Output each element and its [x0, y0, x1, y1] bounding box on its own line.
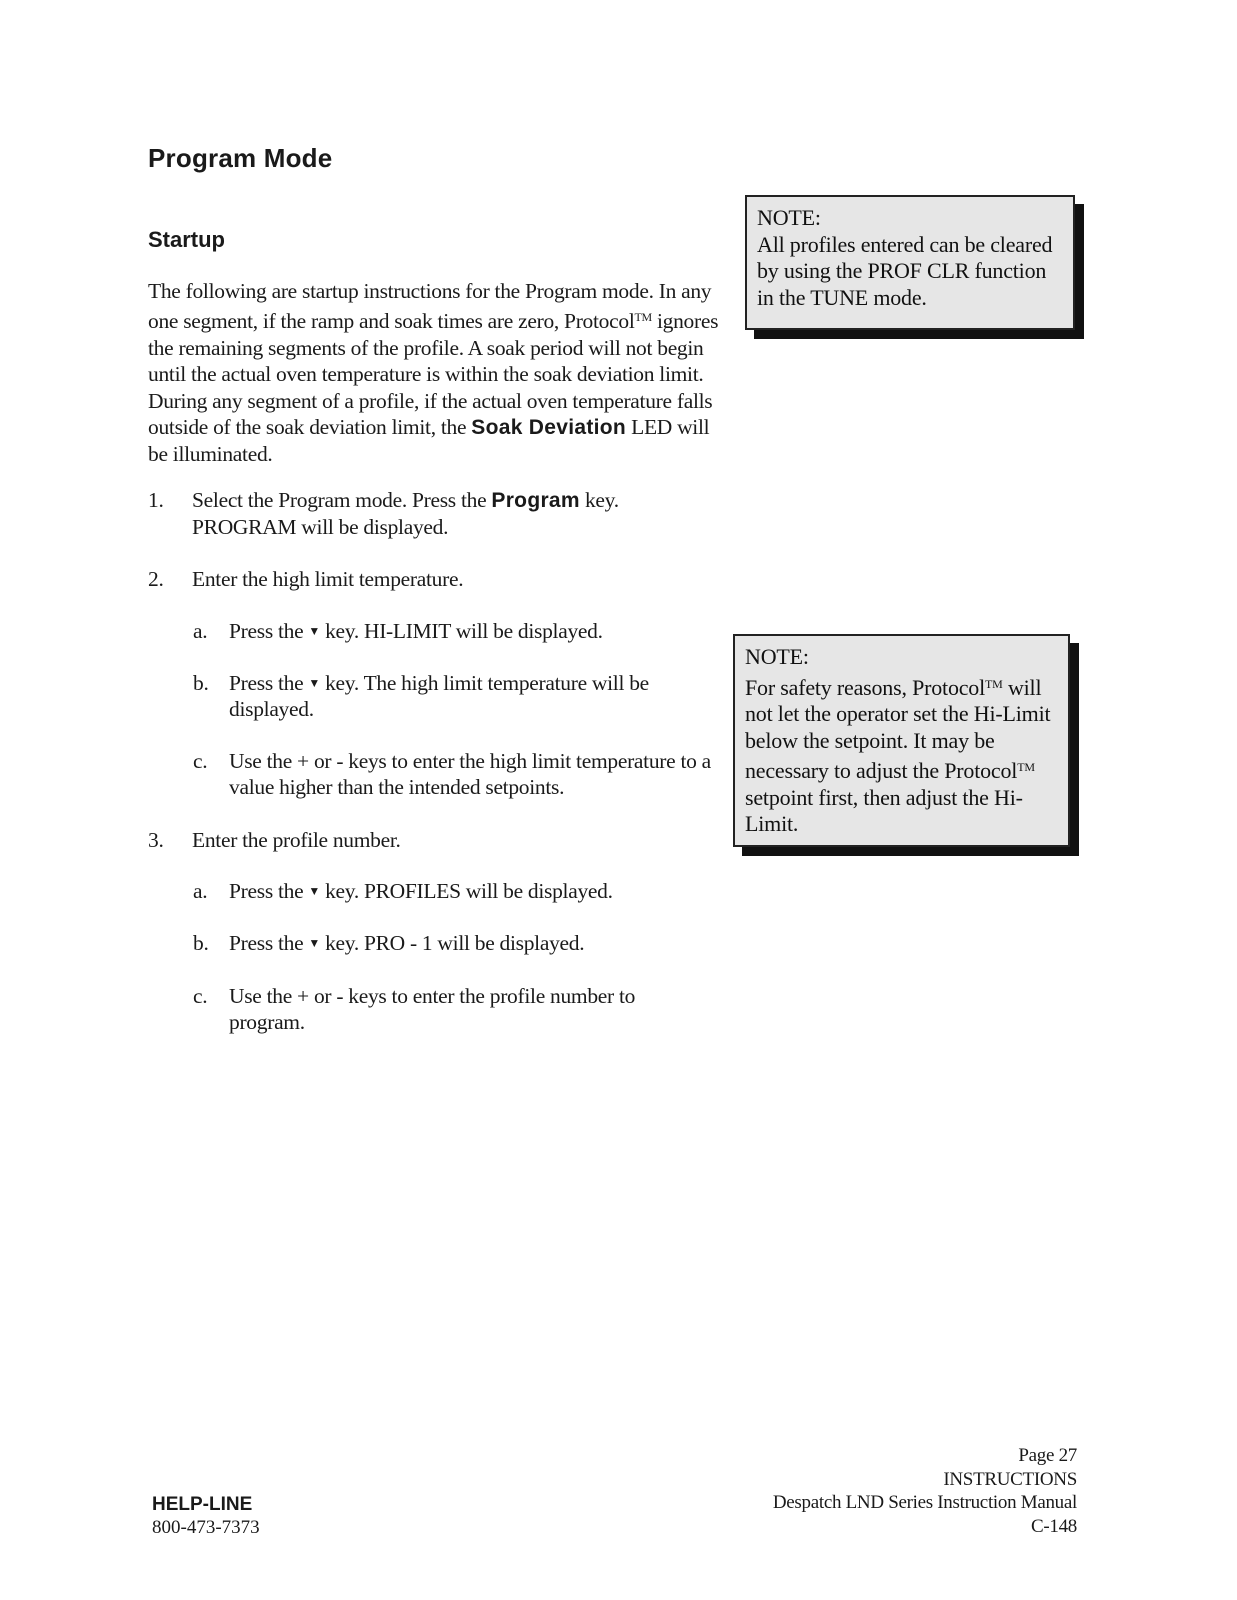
program-key-label: Program — [491, 489, 580, 512]
step-1-text-before: Select the Program mode. Press the — [192, 488, 492, 512]
step-2b-marker: b. — [193, 671, 209, 695]
footer-code: C-148 — [1030, 1515, 1077, 1537]
trademark-mark: TM — [634, 310, 652, 325]
down-arrow-key-icon: ▼ — [308, 936, 320, 950]
step-3a-text — [229, 878, 719, 904]
soak-deviation-label: Soak Deviation — [471, 416, 627, 440]
step-3c-text: Use the + or - keys to enter the profile number to program. — [229, 984, 636, 1035]
note-text-2: will not let the operator set the Hi-Limit below the setpoint. It may be necessary to adjust the Protocol — [745, 674, 1051, 783]
footer-section: INSTRUCTIONS — [943, 1468, 1077, 1490]
intro-paragraph — [148, 278, 723, 468]
step-2b-text — [229, 670, 679, 723]
note-box-safety — [733, 634, 1070, 847]
step-3a-before: Press the — [229, 879, 309, 903]
note-label: NOTE: — [745, 644, 809, 669]
down-arrow-key-icon: ▼ — [308, 624, 320, 638]
footer-info — [773, 1444, 1077, 1538]
step-1-text — [192, 487, 712, 541]
page-number: Page 27 — [1018, 1445, 1077, 1466]
step-3a-marker: a. — [193, 879, 208, 903]
intro-text-2: ignores the remaining segments of the profile. A soak period will not begin until the actual oven temperature is within the soak deviation limit. During any segment of a profile, if the actual oven temperature falls outside of the soak deviation limit, the — [148, 309, 719, 440]
note-text-1: For safety reasons, Protocol — [745, 674, 986, 700]
step-3c-marker: c. — [193, 984, 208, 1008]
step-2a-marker: a. — [193, 619, 208, 643]
step-3b-text — [229, 930, 719, 956]
step-3b-marker: b. — [193, 931, 209, 955]
step-3b-before: Press the — [229, 931, 309, 955]
intro-text-3: LED will be illuminated. — [148, 415, 710, 467]
step-2b-before: Press the — [229, 671, 309, 695]
step-1-marker: 1. — [148, 488, 164, 512]
helpline-title: HELP-LINE — [152, 1494, 253, 1515]
step-3-text: Enter the profile number. — [192, 828, 401, 852]
intro-text-1: The following are startup instructions for the Program mode. In any one segment, if the ramp and soak times are zero, Protocol — [148, 279, 712, 334]
down-arrow-key-icon: ▼ — [308, 884, 320, 898]
section-heading: Startup — [148, 227, 225, 252]
step-3b-after: key. PRO - 1 will be displayed. — [320, 931, 585, 955]
note-text-3: setpoint first, then adjust the Hi-Limit. — [745, 784, 1023, 836]
step-2a-text — [229, 618, 719, 644]
note-box-profiles — [745, 195, 1075, 330]
step-1-line-2: PROGRAM will be displayed. — [192, 515, 449, 540]
trademark-mark: TM — [1017, 760, 1035, 774]
note-label: NOTE: — [757, 205, 821, 230]
step-1-text-after: key. — [579, 488, 619, 512]
note-text — [745, 671, 1058, 838]
step-2c-text: Use the + or - keys to enter the high limit temperature to a value higher than the intended setpoints. — [229, 749, 711, 800]
step-2a-before: Press the — [229, 619, 309, 643]
page-title: Program Mode — [148, 143, 333, 173]
step-3a-after: key. PROFILES will be displayed. — [320, 879, 613, 903]
step-2-text: Enter the high limit temperature. — [192, 567, 464, 591]
helpline-phone: 800-473-7373 — [152, 1517, 260, 1538]
trademark-mark: TM — [985, 676, 1003, 691]
step-2-marker: 2. — [148, 567, 164, 591]
step-2a-after: key. HI-LIMIT will be displayed. — [320, 619, 603, 643]
step-2b-after: key. The high limit temperature will be displayed. — [229, 671, 649, 722]
down-arrow-key-icon: ▼ — [308, 676, 320, 690]
step-3-marker: 3. — [148, 828, 164, 852]
footer-manual-title: Despatch LND Series Instruction Manual — [772, 1492, 1077, 1513]
note-text: All profiles entered can be cleared by using the PROF CLR function in the TUNE mode. — [757, 231, 1053, 310]
step-2c-marker: c. — [193, 749, 208, 773]
